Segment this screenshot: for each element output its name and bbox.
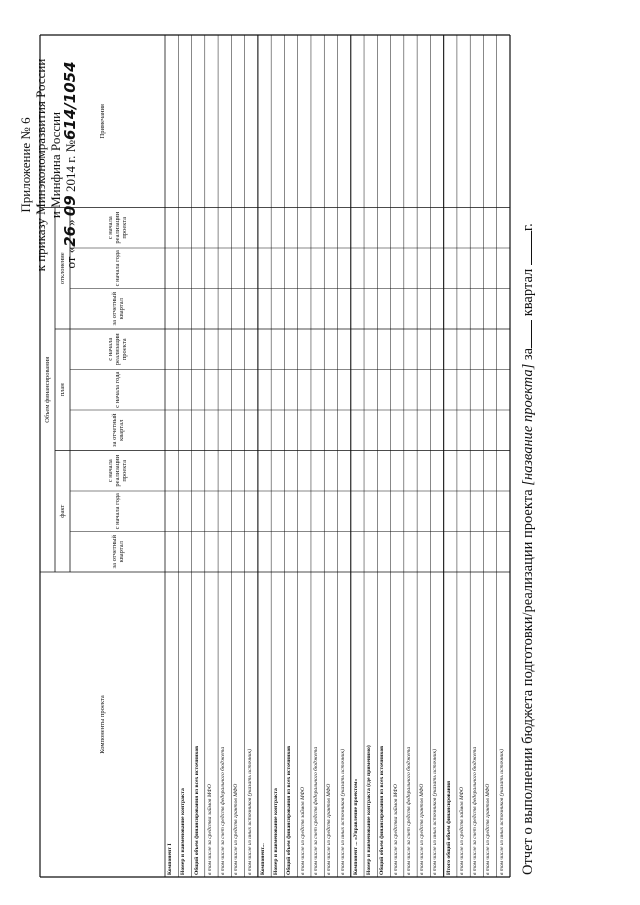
col-subheader: с начала года xyxy=(114,493,121,530)
table-row-label: Общий объем финансирования из всех источников xyxy=(286,745,293,875)
table-row-label: Номер и наименование контракта xyxy=(180,788,187,875)
appendix-number: Приложение № 6 xyxy=(18,117,33,213)
order-date: от «26» 09 2014 г. №614/1054 xyxy=(61,61,79,269)
col-header-deviation: отклонение xyxy=(59,252,66,285)
table-row-label: Компонент I xyxy=(167,843,173,875)
col-subheader: с начала реализации проекта xyxy=(107,454,128,487)
order-line-2: и Минфина России xyxy=(48,111,63,219)
handwritten-number: 614/1054 xyxy=(61,61,79,140)
table-row-label: в том числе за счет средств федерального бюджета xyxy=(472,746,479,875)
table-row-label: в том числе за счет средств федерального бюджета xyxy=(220,746,227,875)
table-row-label: в том числе из средств займов МФО xyxy=(299,786,306,875)
table-row-label: в том числе за средства займов МФО xyxy=(206,784,213,875)
table-row-label: в том числе из средств займов МФО xyxy=(458,786,465,875)
table-row-label: Номер и наименование контракта xyxy=(273,788,280,875)
col-subheader: с начала реализации проекта xyxy=(107,333,128,366)
table-row-label: в том числе из средств грантов МФО xyxy=(326,783,333,875)
col-subheader: за отчетный квартал xyxy=(110,535,125,569)
handwritten-day: 26 xyxy=(61,225,79,247)
table-row-label: Номер и наименование контракта (где применимо) xyxy=(366,745,373,875)
col-subheader: с начала года xyxy=(114,371,121,408)
col-subheader: за отчетный квартал xyxy=(110,413,125,447)
col-subheader: с начала года xyxy=(114,250,121,287)
table-row-label: в том числе из иных источников (указать источник) xyxy=(498,749,505,875)
table-row-label: в том числе за счет средств федерального бюджета xyxy=(405,746,412,875)
table-row-label: в том числе из средств грантов МФО xyxy=(485,783,492,875)
col-header-components: Компоненты проекта xyxy=(99,695,106,754)
table-row-label: Компонент ... «Управление проектом» xyxy=(352,778,359,875)
table-row-label: в том числе из иных источников (указать источник) xyxy=(432,749,439,875)
col-header-fact: факт xyxy=(59,504,66,518)
handwritten-month: 09 xyxy=(61,195,79,217)
table-row-label: в том числе из иных источников (указать источник) xyxy=(339,749,346,875)
table-row-label: Общий объем финансирования из всех источников xyxy=(379,745,386,875)
table-row-label: Компонент... xyxy=(259,843,266,875)
col-subheader: за отчетный квартал xyxy=(110,292,125,326)
col-subheader: с начала реализации проекта xyxy=(107,211,128,244)
table-row-label: Итого общий объем финансирования xyxy=(445,780,452,875)
table-row-label: в том числе из средств грантов МФО xyxy=(419,783,426,875)
table-row-label: в том числе за средства займов МФО xyxy=(392,784,399,875)
table-row-label: в том числе из средств грантов МФО xyxy=(233,783,240,875)
col-header-plan: план xyxy=(59,383,66,397)
table-row-label: в том числе из иных источников (указать источник) xyxy=(246,749,253,875)
table-row-label: в том числе за счет средств федерального бюджета xyxy=(312,746,319,875)
report-title: Отчет о выполнении бюджета подготовки/реализации проекта [название проекта] за квартал г. xyxy=(520,223,536,875)
col-header-note: Примечания xyxy=(99,104,106,139)
table-row-label: Общий объем финансирования из всех источников xyxy=(193,745,200,875)
order-line: к приказу Минэкономразвития России xyxy=(33,58,48,272)
col-header-volume: Объем финансирования xyxy=(44,356,51,423)
